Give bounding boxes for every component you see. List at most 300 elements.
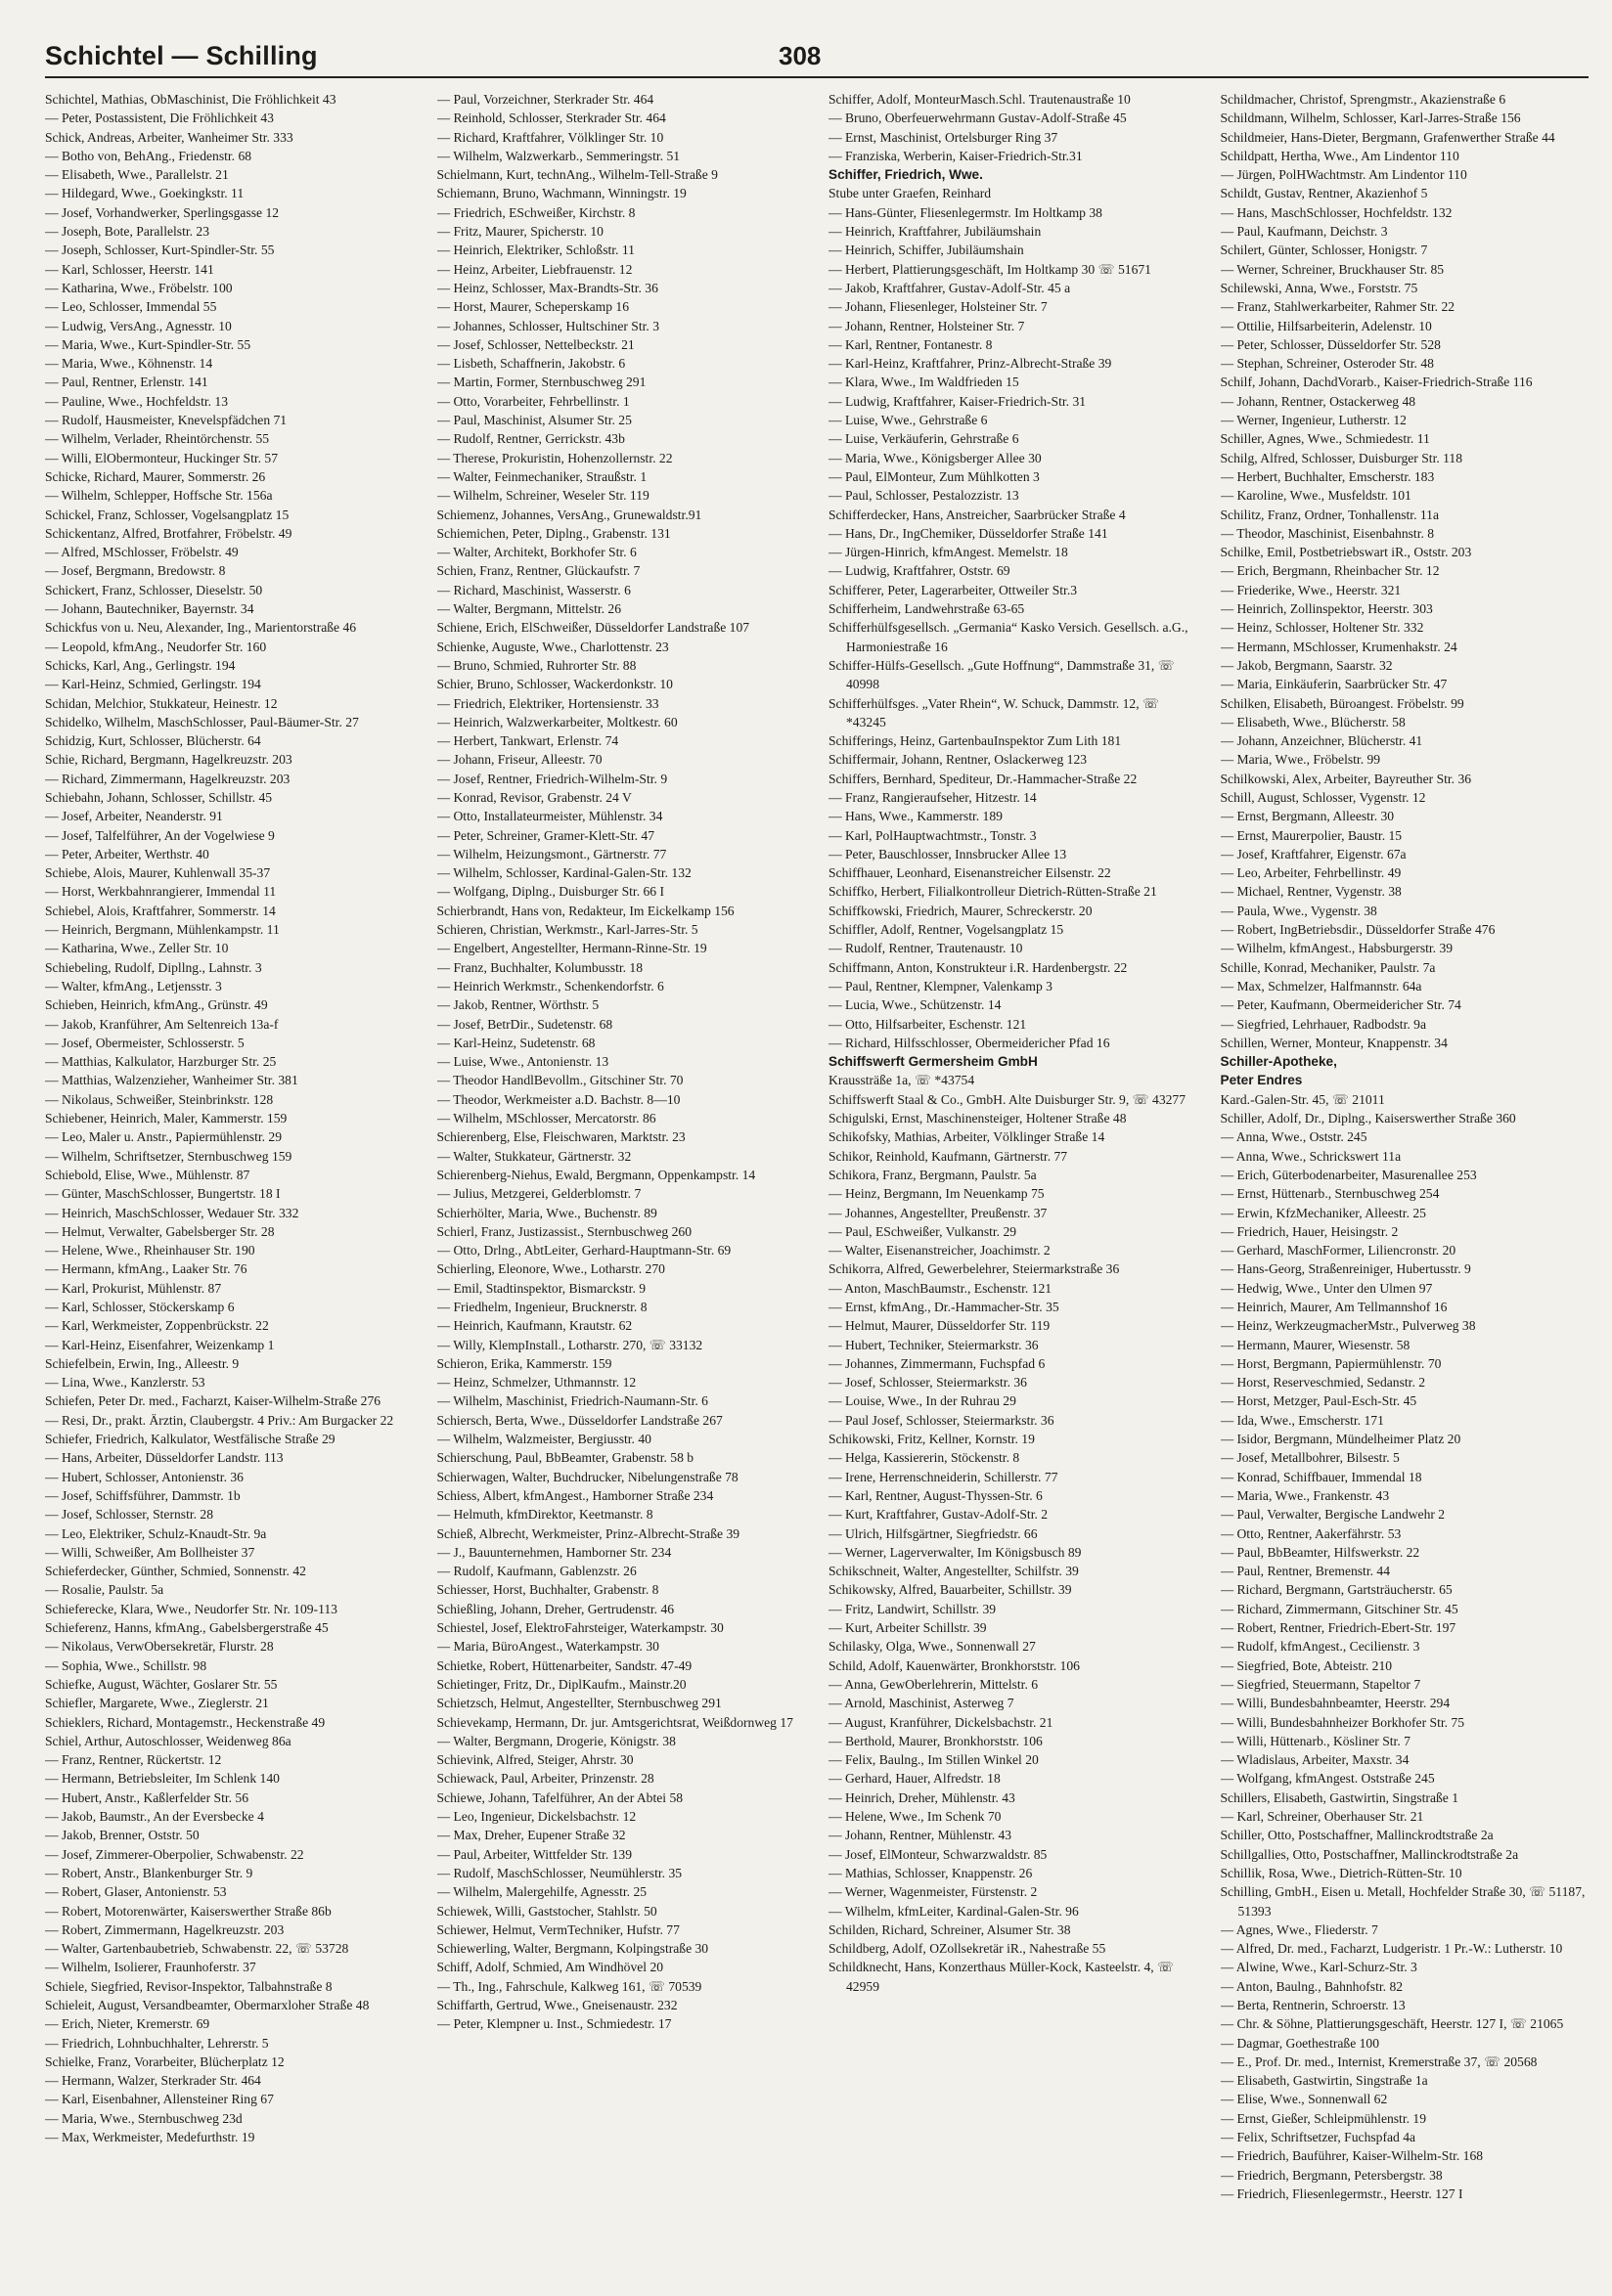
directory-entry: Schiebener, Heinrich, Maler, Kammerstr. 159 <box>45 1111 288 1126</box>
directory-entry: Schild, Adolf, Kauenwärter, Bronkhorststr. 106 <box>828 1657 1080 1673</box>
directory-entry: Schiefke, August, Wächter, Goslarer Str. 55 <box>45 1676 278 1692</box>
directory-entry: — Franz, Stahlwerkarbeiter, Rahmer Str. 22 <box>1220 299 1455 315</box>
directory-entry: Schieron, Erika, Kammerstr. 159 <box>436 1355 612 1371</box>
directory-entry: — Herbert, Tankwart, Erlenstr. 74 <box>436 733 619 749</box>
directory-entry: — Friedrich, Elektriker, Hortensienstr. 33 <box>436 695 659 711</box>
directory-entry: — Anna, Wwe., Oststr. 245 <box>1220 1129 1367 1145</box>
directory-column-2 <box>437 90 808 2276</box>
directory-entry: Schießling, Johann, Dreher, Gertrudenstr. 46 <box>436 1601 675 1616</box>
directory-entry: — Werner, Lagerverwalter, Im Königsbusch 89 <box>828 1544 1082 1560</box>
directory-entry: — Ottilie, Hilfsarbeiterin, Adelenstr. 10 <box>1220 318 1432 333</box>
directory-entry: — Horst, Maurer, Scheperskamp 16 <box>436 299 630 315</box>
directory-entry: Schieleit, August, Versandbeamter, Obermarxloher Straße 48 <box>45 1997 370 2012</box>
directory-entry: — Willi, Hüttenarb., Kösliner Str. 7 <box>1220 1733 1410 1748</box>
directory-entry: — Helga, Kassiererin, Stöckenstr. 8 <box>828 1450 1020 1466</box>
directory-entry: Schietzsch, Helmut, Angestellter, Sternbuschweg 291 <box>436 1696 722 1711</box>
directory-entry: — Josef, Kraftfahrer, Eigenstr. 67a <box>1220 846 1407 861</box>
directory-entry: Schiewack, Paul, Arbeiter, Prinzenstr. 28 <box>436 1771 654 1787</box>
directory-entry: — Theodor, Maschinist, Eisenbahnstr. 8 <box>1220 525 1435 541</box>
directory-entry: — Karl, Prokurist, Mühlenstr. 87 <box>45 1280 222 1296</box>
directory-entry: Schieferecke, Klara, Wwe., Neudorfer Str. Nr. 109-113 <box>45 1601 337 1616</box>
directory-entry: Schildpatt, Hertha, Wwe., Am Lindentor 110 <box>1220 148 1459 163</box>
directory-entry: — Heinz, WerkzeugmacherMstr., Pulverweg 38 <box>1220 1318 1476 1334</box>
directory-entry: Schiersch, Berta, Wwe., Düsseldorfer Landstraße 267 <box>436 1412 723 1428</box>
directory-entry: Schiffswerft Germersheim GmbH <box>828 1054 1038 1070</box>
directory-entry: — Hubert, Techniker, Steiermarkstr. 36 <box>828 1337 1039 1352</box>
directory-entry: — Ernst, Maschinist, Ortelsburger Ring 37 <box>828 129 1058 145</box>
directory-entry: — Joseph, Schlosser, Kurt-Spindler-Str. 55 <box>45 243 275 258</box>
directory-entry: — Leo, Arbeiter, Fehrbellinstr. 49 <box>1220 865 1402 881</box>
directory-entry: Schiffhauer, Leonhard, Eisenanstreicher Eilsenstr. 22 <box>828 865 1111 881</box>
directory-entry: — Leo, Elektriker, Schulz-Knaudt-Str. 9a <box>45 1525 267 1541</box>
directory-entry: — Paula, Wwe., Vygenstr. 38 <box>1220 903 1377 918</box>
directory-entry: Schildmann, Wilhelm, Schlosser, Karl-Jarres-Straße 156 <box>1220 110 1521 126</box>
directory-entry: — Matthias, Walzenzieher, Wanheimer Str. 381 <box>45 1073 298 1088</box>
directory-entry: Schilg, Alfred, Schlosser, Duisburger Str. 118 <box>1220 450 1463 465</box>
directory-entry: — Luise, Wwe., Antonienstr. 13 <box>436 1054 609 1070</box>
directory-entry: — Siegfried, Steuermann, Stapeltor 7 <box>1220 1676 1421 1692</box>
directory-entry: — Peter, Arbeiter, Werthstr. 40 <box>45 846 209 861</box>
directory-entry: — Engelbert, Angestellter, Hermann-Rinne-Str. 19 <box>436 941 707 956</box>
directory-entry: — Paul, Rentner, Klempner, Valenkamp 3 <box>828 978 1052 993</box>
directory-entry: — Theodor, Werkmeister a.D. Bachstr. 8—10 <box>436 1091 681 1107</box>
directory-entry: — Paul, Kaufmann, Deichstr. 3 <box>1220 224 1388 240</box>
directory-entry: Schievekamp, Hermann, Dr. jur. Amtsgerichtsrat, Weißdornweg 17 <box>436 1714 793 1730</box>
directory-entry: — Wilhelm, Maschinist, Friedrich-Naumann-Str. 6 <box>436 1393 708 1409</box>
directory-entry: — Karl, Schreiner, Oberhauser Str. 21 <box>1220 1809 1424 1825</box>
directory-entry: — Paul, Arbeiter, Wittfelder Str. 139 <box>436 1846 633 1862</box>
directory-entry: — Peter, Schreiner, Gramer-Klett-Str. 47 <box>436 827 654 843</box>
directory-entry: — Max, Werkmeister, Medefurthstr. 19 <box>45 2130 255 2145</box>
directory-entry: — Erwin, KfzMechaniker, Alleestr. 25 <box>1220 1205 1426 1220</box>
directory-entry: — Wilhelm, kfmLeiter, Kardinal-Galen-Str. 96 <box>828 1903 1079 1919</box>
directory-entry: — Richard, Kraftfahrer, Völklinger Str. 10 <box>436 129 664 145</box>
directory-entry: — Friedrich, Bauführer, Kaiser-Wilhelm-Str. 168 <box>1220 2148 1484 2164</box>
page-number: 308 <box>779 41 822 70</box>
directory-entry: Schifferdecker, Hans, Anstreicher, Saarbrücker Straße 4 <box>828 507 1126 522</box>
directory-entry: — Walter, Stukkateur, Gärtnerstr. 32 <box>436 1148 632 1164</box>
directory-entry: — Maria, Wwe., Frankenstr. 43 <box>1220 1487 1390 1503</box>
directory-entry: — Ernst, Hüttenarb., Sternbuschweg 254 <box>1220 1186 1440 1202</box>
directory-entry: Schilasky, Olga, Wwe., Sonnenwall 27 <box>828 1639 1036 1655</box>
directory-entry: — Felix, Baulng., Im Stillen Winkel 20 <box>828 1752 1039 1768</box>
directory-entry: Schikofsky, Mathias, Arbeiter, Völklinger Straße 14 <box>828 1129 1105 1145</box>
directory-entry: — Ernst, Bergmann, Alleestr. 30 <box>1220 809 1395 824</box>
directory-entry: — Paul, Vorzeichner, Sterkrader Str. 464 <box>436 92 654 107</box>
directory-entry: — Nikolaus, VerwObersekretär, Flurstr. 28 <box>45 1639 274 1655</box>
directory-entry: — Karl, Rentner, August-Thyssen-Str. 6 <box>828 1487 1043 1503</box>
directory-entry: — Robert, Motorenwärter, Kaiserswerther Straße 86b <box>45 1903 332 1919</box>
directory-entry: Schiewe, Johann, Tafelführer, An der Abtei 58 <box>436 1789 684 1805</box>
directory-entry: — Alfred, Dr. med., Facharzt, Ludgeristr. 1 Pr.-W.: Lutherstr. 10 <box>1220 1941 1563 1957</box>
directory-entry: — Werner, Schreiner, Bruckhauser Str. 85 <box>1220 261 1445 277</box>
directory-entry: — Jürgen-Hinrich, kfmAngest. Memelstr. 18 <box>828 545 1068 560</box>
directory-entry: — Berthold, Maurer, Bronkhorststr. 106 <box>828 1733 1043 1748</box>
directory-entry: — Wilhelm, kfmAngest., Habsburgerstr. 39 <box>1220 941 1454 956</box>
directory-entry: Schiefelbein, Erwin, Ing., Alleestr. 9 <box>45 1355 240 1371</box>
directory-entry: — Horst, Metzger, Paul-Esch-Str. 45 <box>1220 1393 1417 1409</box>
directory-entry: Schierbrandt, Hans von, Redakteur, Im Eickelkamp 156 <box>436 903 735 918</box>
directory-entry: — Ernst, Gießer, Schleipmühlenstr. 19 <box>1220 2110 1427 2126</box>
directory-entry: — Julius, Metzgerei, Gelderblomstr. 7 <box>436 1186 642 1202</box>
directory-entry: — Horst, Bergmann, Papiermühlenstr. 70 <box>1220 1355 1442 1371</box>
directory-entry: — Paul, ElMonteur, Zum Mühlkotten 3 <box>828 468 1040 484</box>
directory-entry: Schiesser, Horst, Buchhalter, Grabenstr. 8 <box>436 1582 659 1598</box>
directory-entry: — Kurt, Arbeiter Schillstr. 39 <box>828 1620 987 1636</box>
directory-entry: — Gerhard, MaschFormer, Liliencronstr. 20 <box>1220 1243 1456 1258</box>
directory-entry: — Josef, Metallbohrer, Bilsestr. 5 <box>1220 1450 1400 1466</box>
directory-entry: — Lisbeth, Schaffnerin, Jakobstr. 6 <box>436 356 626 372</box>
directory-entry: — Rosalie, Paulstr. 5a <box>45 1582 164 1598</box>
directory-entry: — Jürgen, PolHWachtmstr. Am Lindentor 110 <box>1220 167 1467 183</box>
directory-entry: — Ernst, kfmAng., Dr.-Hammacher-Str. 35 <box>828 1300 1059 1314</box>
directory-entry: — Konrad, Schiffbauer, Immendal 18 <box>1220 1469 1422 1484</box>
directory-entry: — Walter, Bergmann, Drogerie, Königstr. 38 <box>436 1733 676 1748</box>
directory-entry: — Heinrich, Elektriker, Schloßstr. 11 <box>436 243 635 258</box>
directory-entry: — Franz, Rentner, Rückertstr. 12 <box>45 1752 222 1768</box>
directory-entry: — Gerhard, Hauer, Alfredstr. 18 <box>828 1771 1001 1787</box>
directory-entry: — Heinrich, MaschSchlosser, Wedauer Str. 332 <box>45 1205 299 1220</box>
directory-entry: — Willi, Bundesbahnheizer Borkhofer Str. 75 <box>1220 1714 1465 1730</box>
directory-entry: — Heinrich, Walzwerkarbeiter, Moltkestr. 60 <box>436 714 678 729</box>
directory-entry: Schidan, Melchior, Stukkateur, Heinestr. 12 <box>45 695 278 711</box>
directory-entry: — Walter, Eisenanstreicher, Joachimstr. 2 <box>828 1243 1051 1258</box>
directory-entry: — Leo, Ingenieur, Dickelsbachstr. 12 <box>436 1809 637 1825</box>
directory-entry: — Th., Ing., Fahrschule, Kalkweg 161, ☏ 70539 <box>436 1978 702 1994</box>
directory-entry: Schifferheim, Landwehrstraße 63-65 <box>828 601 1025 617</box>
directory-entry: — Anna, GewOberlehrerin, Mittelstr. 6 <box>828 1676 1039 1692</box>
directory-entry: Schiffers, Bernhard, Spediteur, Dr.-Hammacher-Straße 22 <box>828 771 1138 786</box>
directory-entry: Schietinger, Fritz, Dr., DiplKaufm., Mainstr.20 <box>436 1676 687 1692</box>
directory-entry: Schilken, Elisabeth, Büroangest. Fröbelstr. 99 <box>1220 695 1464 711</box>
directory-entry: — Irene, Herrenschneiderin, Schillerstr. 77 <box>828 1469 1058 1484</box>
directory-entry: Schiel, Arthur, Autoschlosser, Weidenweg 86a <box>45 1733 291 1748</box>
page-header <box>45 41 1589 78</box>
directory-entry: — Leo, Maler u. Anstr., Papiermühlenstr. 29 <box>45 1129 283 1145</box>
directory-entry: — Hermann, MSchlosser, Krumenhakstr. 24 <box>1220 639 1457 654</box>
directory-entry: — Hans-Günter, Fliesenlegermstr. Im Holtkamp 38 <box>828 204 1102 220</box>
directory-entry: Schiemichen, Peter, Diplng., Grabenstr. 131 <box>436 525 671 541</box>
directory-entry: — Willy, KlempInstall., Lotharstr. 270, ☏ 33132 <box>436 1337 703 1352</box>
directory-entry: — Johann, Rentner, Ostackerweg 48 <box>1220 393 1416 409</box>
directory-entry: — Johann, Fliesenleger, Holsteiner Str. 7 <box>828 299 1048 315</box>
directory-entry: — Heinrich, Schiffer, Jubiläumshain <box>828 243 1024 258</box>
directory-entry: Schildt, Gustav, Rentner, Akazienhof 5 <box>1220 186 1428 201</box>
directory-entry: — Friedrich, Fliesenlegermstr., Heerstr. 127 I <box>1220 2186 1463 2201</box>
directory-entry: Schilkowski, Alex, Arbeiter, Bayreuther Str. 36 <box>1220 771 1472 786</box>
directory-entry: Schieferdecker, Günther, Schmied, Sonnenstr. 42 <box>45 1564 306 1579</box>
directory-columns <box>45 90 1590 2276</box>
directory-entry: — Robert, Anstr., Blankenburger Str. 9 <box>45 1865 253 1880</box>
directory-entry: — Hans, MaschSchlosser, Hochfeldstr. 132 <box>1220 204 1453 220</box>
directory-entry: — Ludwig, Kraftfahrer, Kaiser-Friedrich-Str. 31 <box>828 393 1087 409</box>
directory-entry: — Walter, Bergmann, Mittelstr. 26 <box>436 601 622 617</box>
directory-entry: — Paul, Schlosser, Pestalozzistr. 13 <box>828 488 1019 504</box>
directory-entry: Peter Endres <box>1220 1073 1303 1088</box>
directory-entry: — Peter, Klempner u. Inst., Schmiedestr. 17 <box>436 2016 672 2032</box>
directory-entry: — Walter, Architekt, Borkhofer Str. 6 <box>436 545 637 560</box>
directory-entry: Schildberg, Adolf, OZollsekretär iR., Nahestraße 55 <box>828 1941 1106 1957</box>
directory-entry: — Karl, PolHauptwachtmstr., Tonstr. 3 <box>828 827 1037 843</box>
directory-entry: — Johannes, Zimmermann, Fuchspfad 6 <box>828 1355 1046 1371</box>
directory-entry: — Wilhelm, Isolierer, Fraunhoferstr. 37 <box>45 1960 256 1975</box>
directory-entry: — Heinz, Schlosser, Holtener Str. 332 <box>1220 620 1424 636</box>
directory-entry: — Botho von, BehAng., Friedenstr. 68 <box>45 148 252 163</box>
directory-entry: — Karl, Schlosser, Heerstr. 141 <box>45 261 214 277</box>
directory-entry: — Josef, Obermeister, Schlosserstr. 5 <box>45 1035 245 1050</box>
directory-entry: — Katharina, Wwe., Zeller Str. 10 <box>45 941 229 956</box>
directory-entry: — Richard, Zimmermann, Hagelkreuzstr. 203 <box>45 771 291 786</box>
directory-entry: — Anna, Wwe., Schrickswert 11a <box>1220 1148 1402 1164</box>
directory-entry: — Rudolf, Kaufmann, Gablenzstr. 26 <box>436 1564 637 1579</box>
directory-entry: — Karl-Heinz, Kraftfahrer, Prinz-Albrecht-Straße 39 <box>828 356 1112 372</box>
directory-entry: Schickert, Franz, Schlosser, Dieselstr. 50 <box>45 582 263 597</box>
directory-entry: — Wilhelm, Schlepper, Hoffsche Str. 156a <box>45 488 273 504</box>
directory-entry: — Herbert, Buchhalter, Emscherstr. 183 <box>1220 468 1435 484</box>
directory-entry: Schierschung, Paul, BbBeamter, Grabenstr. 58 b <box>436 1450 694 1466</box>
directory-column-1 <box>45 90 416 2276</box>
directory-entry: Schiffarth, Gertrud, Wwe., Gneisenaustr. 232 <box>436 1997 678 2012</box>
directory-entry: Schifferhülfsges. „Vater Rhein“, W. Schuck, Dammstr. 12, ☏ *43245 <box>828 695 1160 729</box>
directory-entry: — Agnes, Wwe., Fliederstr. 7 <box>1220 1921 1378 1937</box>
directory-entry: — Heinz, Arbeiter, Liebfrauenstr. 12 <box>436 261 633 277</box>
directory-entry: — Heinrich Werkmstr., Schenkendorfstr. 6 <box>436 978 664 993</box>
directory-entry: Schiebold, Elise, Wwe., Mühlenstr. 87 <box>45 1167 250 1182</box>
directory-entry: Schiller, Agnes, Wwe., Schmiedestr. 11 <box>1220 431 1430 447</box>
directory-entry: — Richard, Maschinist, Wasserstr. 6 <box>436 582 631 597</box>
directory-entry: — Siegfried, Lehrhauer, Radbodstr. 9a <box>1220 1016 1426 1032</box>
directory-entry: Schiffermair, Johann, Rentner, Oslackerweg 123 <box>828 752 1088 768</box>
directory-entry: — Hubert, Schlosser, Antonienstr. 36 <box>45 1469 244 1484</box>
directory-entry: Schierenberg, Else, Fleischwaren, Marktstr. 23 <box>436 1129 686 1145</box>
directory-entry: — Heinrich, Bergmann, Mühlenkampstr. 11 <box>45 922 280 938</box>
directory-entry: Schikschneit, Walter, Angestellter, Schilfstr. 39 <box>828 1564 1079 1579</box>
directory-entry: — Alfred, MSchlosser, Fröbelstr. 49 <box>45 545 239 560</box>
directory-entry: — Josef, Schlosser, Sternstr. 28 <box>45 1507 214 1523</box>
directory-entry: Schiebe, Alois, Maurer, Kuhlenwall 35-37 <box>45 865 271 881</box>
directory-entry: Schiewerling, Walter, Bergmann, Kolpingstraße 30 <box>436 1941 709 1957</box>
directory-entry: — Richard, Zimmermann, Gitschiner Str. 45 <box>1220 1601 1458 1616</box>
directory-entry: — Konrad, Revisor, Grabenstr. 24 V <box>436 789 632 805</box>
directory-entry: — Dagmar, Goethestraße 100 <box>1220 2035 1380 2051</box>
directory-entry: — Heinz, Schlosser, Max-Brandts-Str. 36 <box>436 280 658 295</box>
directory-entry: — Elise, Wwe., Sonnenwall 62 <box>1220 2092 1388 2107</box>
directory-entry: Schillgallies, Otto, Postschaffner, Mallinckrodtstraße 2a <box>1220 1846 1519 1862</box>
directory-entry: — Rudolf, Rentner, Trautenaustr. 10 <box>828 941 1023 956</box>
directory-entry: Schiemann, Bruno, Wachmann, Winningstr. 19 <box>436 186 687 201</box>
directory-entry: Schiff, Adolf, Schmied, Am Windhövel 20 <box>436 1960 664 1975</box>
directory-entry: Schieferenz, Hanns, kfmAng., Gabelsbergerstraße 45 <box>45 1620 329 1636</box>
directory-entry: — Hubert, Anstr., Kaßlerfelder Str. 56 <box>45 1789 249 1805</box>
directory-entry: Schilden, Richard, Schreiner, Alsumer Str. 38 <box>828 1921 1071 1937</box>
directory-entry: — Walter, Gartenbaubetrieb, Schwabenstr. 22, ☏ 53728 <box>45 1941 349 1957</box>
directory-entry: Schiffswerft Staal & Co., GmbH. Alte Duisburger Str. 9, ☏ 43277 <box>828 1091 1187 1107</box>
directory-entry: — Karl-Heinz, Eisenfahrer, Weizenkamp 1 <box>45 1337 275 1352</box>
directory-entry: — Johann, Friseur, Alleestr. 70 <box>436 752 603 768</box>
directory-entry: Schievink, Alfred, Steiger, Ahrstr. 30 <box>436 1752 634 1768</box>
directory-entry: — Anton, Baulng., Bahnhofstr. 82 <box>1220 1978 1404 1994</box>
directory-entry: — Wilhelm, Heizungsmont., Gärtnerstr. 77 <box>436 846 667 861</box>
directory-entry: Schichtel, Mathias, ObMaschinist, Die Fröhlichkeit 43 <box>45 92 336 107</box>
directory-entry: — Wladislaus, Arbeiter, Maxstr. 34 <box>1220 1752 1410 1768</box>
directory-entry: Kard.-Galen-Str. 45, ☏ 21011 <box>1220 1091 1385 1107</box>
directory-entry: — Wilhelm, Verlader, Rheintörchenstr. 55 <box>45 431 270 447</box>
directory-entry: — Siegfried, Bote, Abteistr. 210 <box>1220 1657 1393 1673</box>
directory-entry: — Wilhelm, MSchlosser, Mercatorstr. 86 <box>436 1111 656 1126</box>
directory-entry: — Werner, Ingenieur, Lutherstr. 12 <box>1220 413 1407 428</box>
directory-entry: — Resi, Dr., prakt. Ärztin, Claubergstr. 4 Priv.: Am Burgacker 22 <box>45 1412 394 1428</box>
directory-entry: — Josef, Vorhandwerker, Sperlingsgasse 12 <box>45 204 280 220</box>
directory-entry: Schill, August, Schlosser, Vygenstr. 12 <box>1220 789 1426 805</box>
directory-entry: — Hermann, Walzer, Sterkrader Str. 464 <box>45 2073 261 2089</box>
directory-entry: — Isidor, Bergmann, Mündelheimer Platz 20 <box>1220 1432 1461 1447</box>
directory-entry: Schikorra, Alfred, Gewerbelehrer, Steiermarkstraße 36 <box>828 1261 1120 1277</box>
directory-entry: — Pauline, Wwe., Hochfeldstr. 13 <box>45 393 229 409</box>
directory-entry: Schierenberg-Niehus, Ewald, Bergmann, Oppenkampstr. 14 <box>436 1167 756 1182</box>
directory-entry: — Jakob, Rentner, Wörthstr. 5 <box>436 997 600 1013</box>
directory-entry: — Leopold, kfmAng., Neudorfer Str. 160 <box>45 639 267 654</box>
directory-entry: — Franziska, Werberin, Kaiser-Friedrich-Str.31 <box>828 148 1083 163</box>
directory-entry: — Horst, Werkbahnrangierer, Immendal 11 <box>45 884 277 900</box>
directory-entry: — Paul Josef, Schlosser, Steiermarkstr. 36 <box>828 1412 1054 1428</box>
directory-entry: Stube unter Graefen, Reinhard <box>828 186 992 201</box>
directory-entry: Schifferer, Peter, Lagerarbeiter, Ottweiler Str.3 <box>828 582 1078 597</box>
directory-entry: Schien, Franz, Rentner, Glückaufstr. 7 <box>436 563 641 579</box>
directory-entry: Schiebeling, Rudolf, Dipllng., Lahnstr. 3 <box>45 959 262 975</box>
directory-entry: — Felix, Schriftsetzer, Fuchspfad 4a <box>1220 2130 1416 2145</box>
directory-entry: Schier, Bruno, Schlosser, Wackerdonkstr. 10 <box>436 677 673 692</box>
directory-entry: — Heinz, Schmelzer, Uthmannstr. 12 <box>436 1375 637 1391</box>
directory-entry: — Friederike, Wwe., Heerstr. 321 <box>1220 582 1402 597</box>
directory-entry: — Wolfgang, kfmAngest. Oststraße 245 <box>1220 1771 1435 1787</box>
directory-entry: Schietke, Robert, Hüttenarbeiter, Sandstr. 47-49 <box>436 1657 693 1673</box>
directory-entry: Schienke, Auguste, Wwe., Charlottenstr. 23 <box>436 639 669 654</box>
directory-entry: — Helene, Wwe., Im Schenk 70 <box>828 1809 1002 1825</box>
directory-entry: Schiefen, Peter Dr. med., Facharzt, Kaiser-Wilhelm-Straße 276 <box>45 1393 381 1409</box>
directory-entry: — Ludwig, Kraftfahrer, Oststr. 69 <box>828 563 1010 579</box>
directory-entry: — Jakob, Kraftfahrer, Gustav-Adolf-Str. 45 a <box>828 280 1071 295</box>
directory-entry: — Josef, Schlosser, Steiermarkstr. 36 <box>828 1375 1027 1391</box>
directory-entry: — Robert, Rentner, Friedrich-Ebert-Str. 197 <box>1220 1620 1456 1636</box>
directory-entry: — Karl, Schlosser, Stöckerskamp 6 <box>45 1300 235 1314</box>
directory-entry: — Mathias, Schlosser, Knappenstr. 26 <box>828 1865 1033 1880</box>
directory-entry: — Paul, BbBeamter, Hilfswerkstr. 22 <box>1220 1544 1420 1560</box>
directory-entry: — Otto, Installateurmeister, Mühlenstr. 34 <box>436 809 663 824</box>
directory-entry: — J., Bauunternehmen, Hamborner Str. 234 <box>436 1544 672 1560</box>
directory-entry: Schierwagen, Walter, Buchdrucker, Nibelungenstraße 78 <box>436 1469 739 1484</box>
directory-entry: Schiller-Apotheke, <box>1220 1054 1337 1070</box>
directory-entry: — Erich, Nieter, Kremerstr. 69 <box>45 2016 210 2032</box>
directory-entry: Schiefer, Friedrich, Kalkulator, Westfälische Straße 29 <box>45 1432 336 1447</box>
directory-entry: — Rudolf, Rentner, Gerrickstr. 43b <box>436 431 625 447</box>
directory-entry: — Johann, Anzeichner, Blücherstr. 41 <box>1220 733 1423 749</box>
directory-entry: — Ida, Wwe., Emscherstr. 171 <box>1220 1412 1384 1428</box>
directory-entry: Schiene, Erich, ElSchweißer, Düsseldorfer Landstraße 107 <box>436 620 750 636</box>
directory-entry: — Josef, Zimmerer-Oberpolier, Schwabenstr. 22 <box>45 1846 304 1862</box>
directory-entry: — Alwine, Wwe., Karl-Schurz-Str. 3 <box>1220 1960 1417 1975</box>
directory-entry: — Franz, Buchhalter, Kolumbusstr. 18 <box>436 959 644 975</box>
directory-entry: Schillers, Elisabeth, Gastwirtin, Singstraße 1 <box>1220 1789 1459 1805</box>
directory-entry: — Ernst, Maurerpolier, Baustr. 15 <box>1220 827 1403 843</box>
directory-entry: — Richard, Hilfsschlosser, Obermeidericher Pfad 16 <box>828 1035 1110 1050</box>
directory-entry: Schigulski, Ernst, Maschinensteiger, Holtener Straße 48 <box>828 1111 1127 1126</box>
directory-entry: Schielmann, Kurt, technAng., Wilhelm-Tell-Straße 9 <box>436 167 718 183</box>
directory-entry: — Kurt, Kraftfahrer, Gustav-Adolf-Str. 2 <box>828 1507 1049 1523</box>
directory-entry: — Luise, Verkäuferin, Gehrstraße 6 <box>828 431 1019 447</box>
directory-entry: Schiemenz, Johannes, VersAng., Grunewaldstr.91 <box>436 507 702 522</box>
directory-entry: Schiffer, Adolf, MonteurMasch.Schl. Trautenaustraße 10 <box>828 92 1131 107</box>
directory-entry: — Karoline, Wwe., Musfeldstr. 101 <box>1220 488 1411 504</box>
directory-entry: Schilke, Emil, Postbetriebswart iR., Oststr. 203 <box>1220 545 1472 560</box>
directory-entry: Schilf, Johann, DachdVorarb., Kaiser-Friedrich-Straße 116 <box>1220 375 1533 390</box>
directory-entry: Schiffkowski, Friedrich, Maurer, Schreckerstr. 20 <box>828 903 1093 918</box>
directory-entry: Schie, Richard, Bergmann, Hagelkreuzstr. 203 <box>45 752 292 768</box>
directory-entry: — Karl, Rentner, Fontanestr. 8 <box>828 336 993 352</box>
directory-entry: Schikowsky, Alfred, Bauarbeiter, Schillstr. 39 <box>828 1582 1072 1598</box>
directory-entry: — Josef, Schlosser, Nettelbeckstr. 21 <box>436 336 635 352</box>
directory-entry: — Katharina, Wwe., Fröbelstr. 100 <box>45 280 233 295</box>
directory-entry: — Chr. & Söhne, Plattierungsgeschäft, Heerstr. 127 I, ☏ 21065 <box>1220 2016 1564 2032</box>
directory-entry: Schieren, Christian, Werkmstr., Karl-Jarres-Str. 5 <box>436 922 698 938</box>
directory-entry: — Joseph, Bote, Parallelstr. 23 <box>45 224 210 240</box>
directory-entry: — Otto, Vorarbeiter, Fehrbellinstr. 1 <box>436 393 630 409</box>
directory-entry: — Maria, Wwe., Kurt-Spindler-Str. 55 <box>45 336 251 352</box>
directory-entry: — Otto, Rentner, Aakerfährstr. 53 <box>1220 1525 1402 1541</box>
directory-entry: — Paul, Rentner, Bremenstr. 44 <box>1220 1564 1391 1579</box>
directory-entry: — Josef, Talfelführer, An der Vogelwiese 9 <box>45 827 275 843</box>
directory-entry: Schikor, Reinhold, Kaufmann, Gärtnerstr. 77 <box>828 1148 1068 1164</box>
directory-entry: — Wilhelm, Malergehilfe, Agnesstr. 25 <box>436 1884 648 1900</box>
directory-entry: — Jakob, Kranführer, Am Seltenreich 13a-f <box>45 1016 279 1032</box>
directory-entry: — Robert, Zimmermann, Hagelkreuzstr. 203 <box>45 1921 285 1937</box>
directory-entry: Schicks, Karl, Ang., Gerlingstr. 194 <box>45 657 236 673</box>
directory-entry: — Maria, Wwe., Fröbelstr. 99 <box>1220 752 1381 768</box>
directory-entry: Schicke, Richard, Maurer, Sommerstr. 26 <box>45 468 266 484</box>
directory-entry: — Lucia, Wwe., Schützenstr. 14 <box>828 997 1002 1013</box>
directory-entry: — Josef, Bergmann, Bredowstr. 8 <box>45 563 226 579</box>
directory-entry: — Wolfgang, Diplng., Duisburger Str. 66 I <box>436 884 665 900</box>
directory-entry: — August, Kranführer, Dickelsbachstr. 21 <box>828 1714 1053 1730</box>
directory-entry: Schiewek, Willi, Gaststocher, Stahlstr. 50 <box>436 1903 657 1919</box>
directory-entry: — Herbert, Plattierungsgeschäft, Im Holtkamp 30 ☏ 51671 <box>828 261 1151 277</box>
page-title: Schichtel — Schilling <box>45 41 318 70</box>
directory-entry: — Hans, Dr., IngChemiker, Düsseldorfer Straße 141 <box>828 525 1108 541</box>
directory-entry: — Therese, Prokuristin, Hohenzollernstr. 22 <box>436 450 673 465</box>
directory-entry: — Johannes, Schlosser, Hultschiner Str. 3 <box>436 318 660 333</box>
directory-entry: — Willi, Bundesbahnbeamter, Heerstr. 294 <box>1220 1696 1451 1711</box>
directory-entry: — Leo, Schlosser, Immendal 55 <box>45 299 217 315</box>
directory-entry: — Karl, Eisenbahner, Allensteiner Ring 67 <box>45 2092 274 2107</box>
directory-entry: — Arnold, Maschinist, Asterweg 7 <box>828 1696 1014 1711</box>
directory-entry: Schiele, Siegfried, Revisor-Inspektor, Talbahnstraße 8 <box>45 1978 333 1994</box>
directory-entry: Schillik, Rosa, Wwe., Dietrich-Rütten-Str. 10 <box>1220 1865 1462 1880</box>
directory-entry: — Sophia, Wwe., Schillstr. 98 <box>45 1657 207 1673</box>
directory-entry: — Peter, Kaufmann, Obermeidericher Str. 74 <box>1220 997 1461 1013</box>
directory-entry: Schieben, Heinrich, kfmAng., Grünstr. 49 <box>45 997 268 1013</box>
directory-entry: — Max, Schmelzer, Halfmannstr. 64a <box>1220 978 1422 993</box>
directory-entry: — Anton, MaschBaumstr., Eschenstr. 121 <box>828 1280 1052 1296</box>
directory-entry: Schieß, Albrecht, Werkmeister, Prinz-Albrecht-Straße 39 <box>436 1525 740 1541</box>
directory-entry: — Bruno, Oberfeuerwehrmann Gustav-Adolf-Straße 45 <box>828 110 1127 126</box>
directory-entry: Schifferings, Heinz, GartenbauInspektor Zum Lith 181 <box>828 733 1122 749</box>
directory-entry: — Wilhelm, Walzmeister, Bergiusstr. 40 <box>436 1432 651 1447</box>
directory-entry: — Fritz, Landwirt, Schillstr. 39 <box>828 1601 997 1616</box>
directory-entry: — Hermann, Maurer, Wiesenstr. 58 <box>1220 1337 1410 1352</box>
directory-entry: Schiebel, Alois, Kraftfahrer, Sommerstr. 14 <box>45 903 276 918</box>
directory-entry: — Richard, Bergmann, Gartsträucherstr. 65 <box>1220 1582 1453 1598</box>
directory-entry: Schiestel, Josef, ElektroFahrsteiger, Waterkampstr. 30 <box>436 1620 724 1636</box>
directory-entry: — Rudolf, MaschSchlosser, Neumühlerstr. 35 <box>436 1865 683 1880</box>
